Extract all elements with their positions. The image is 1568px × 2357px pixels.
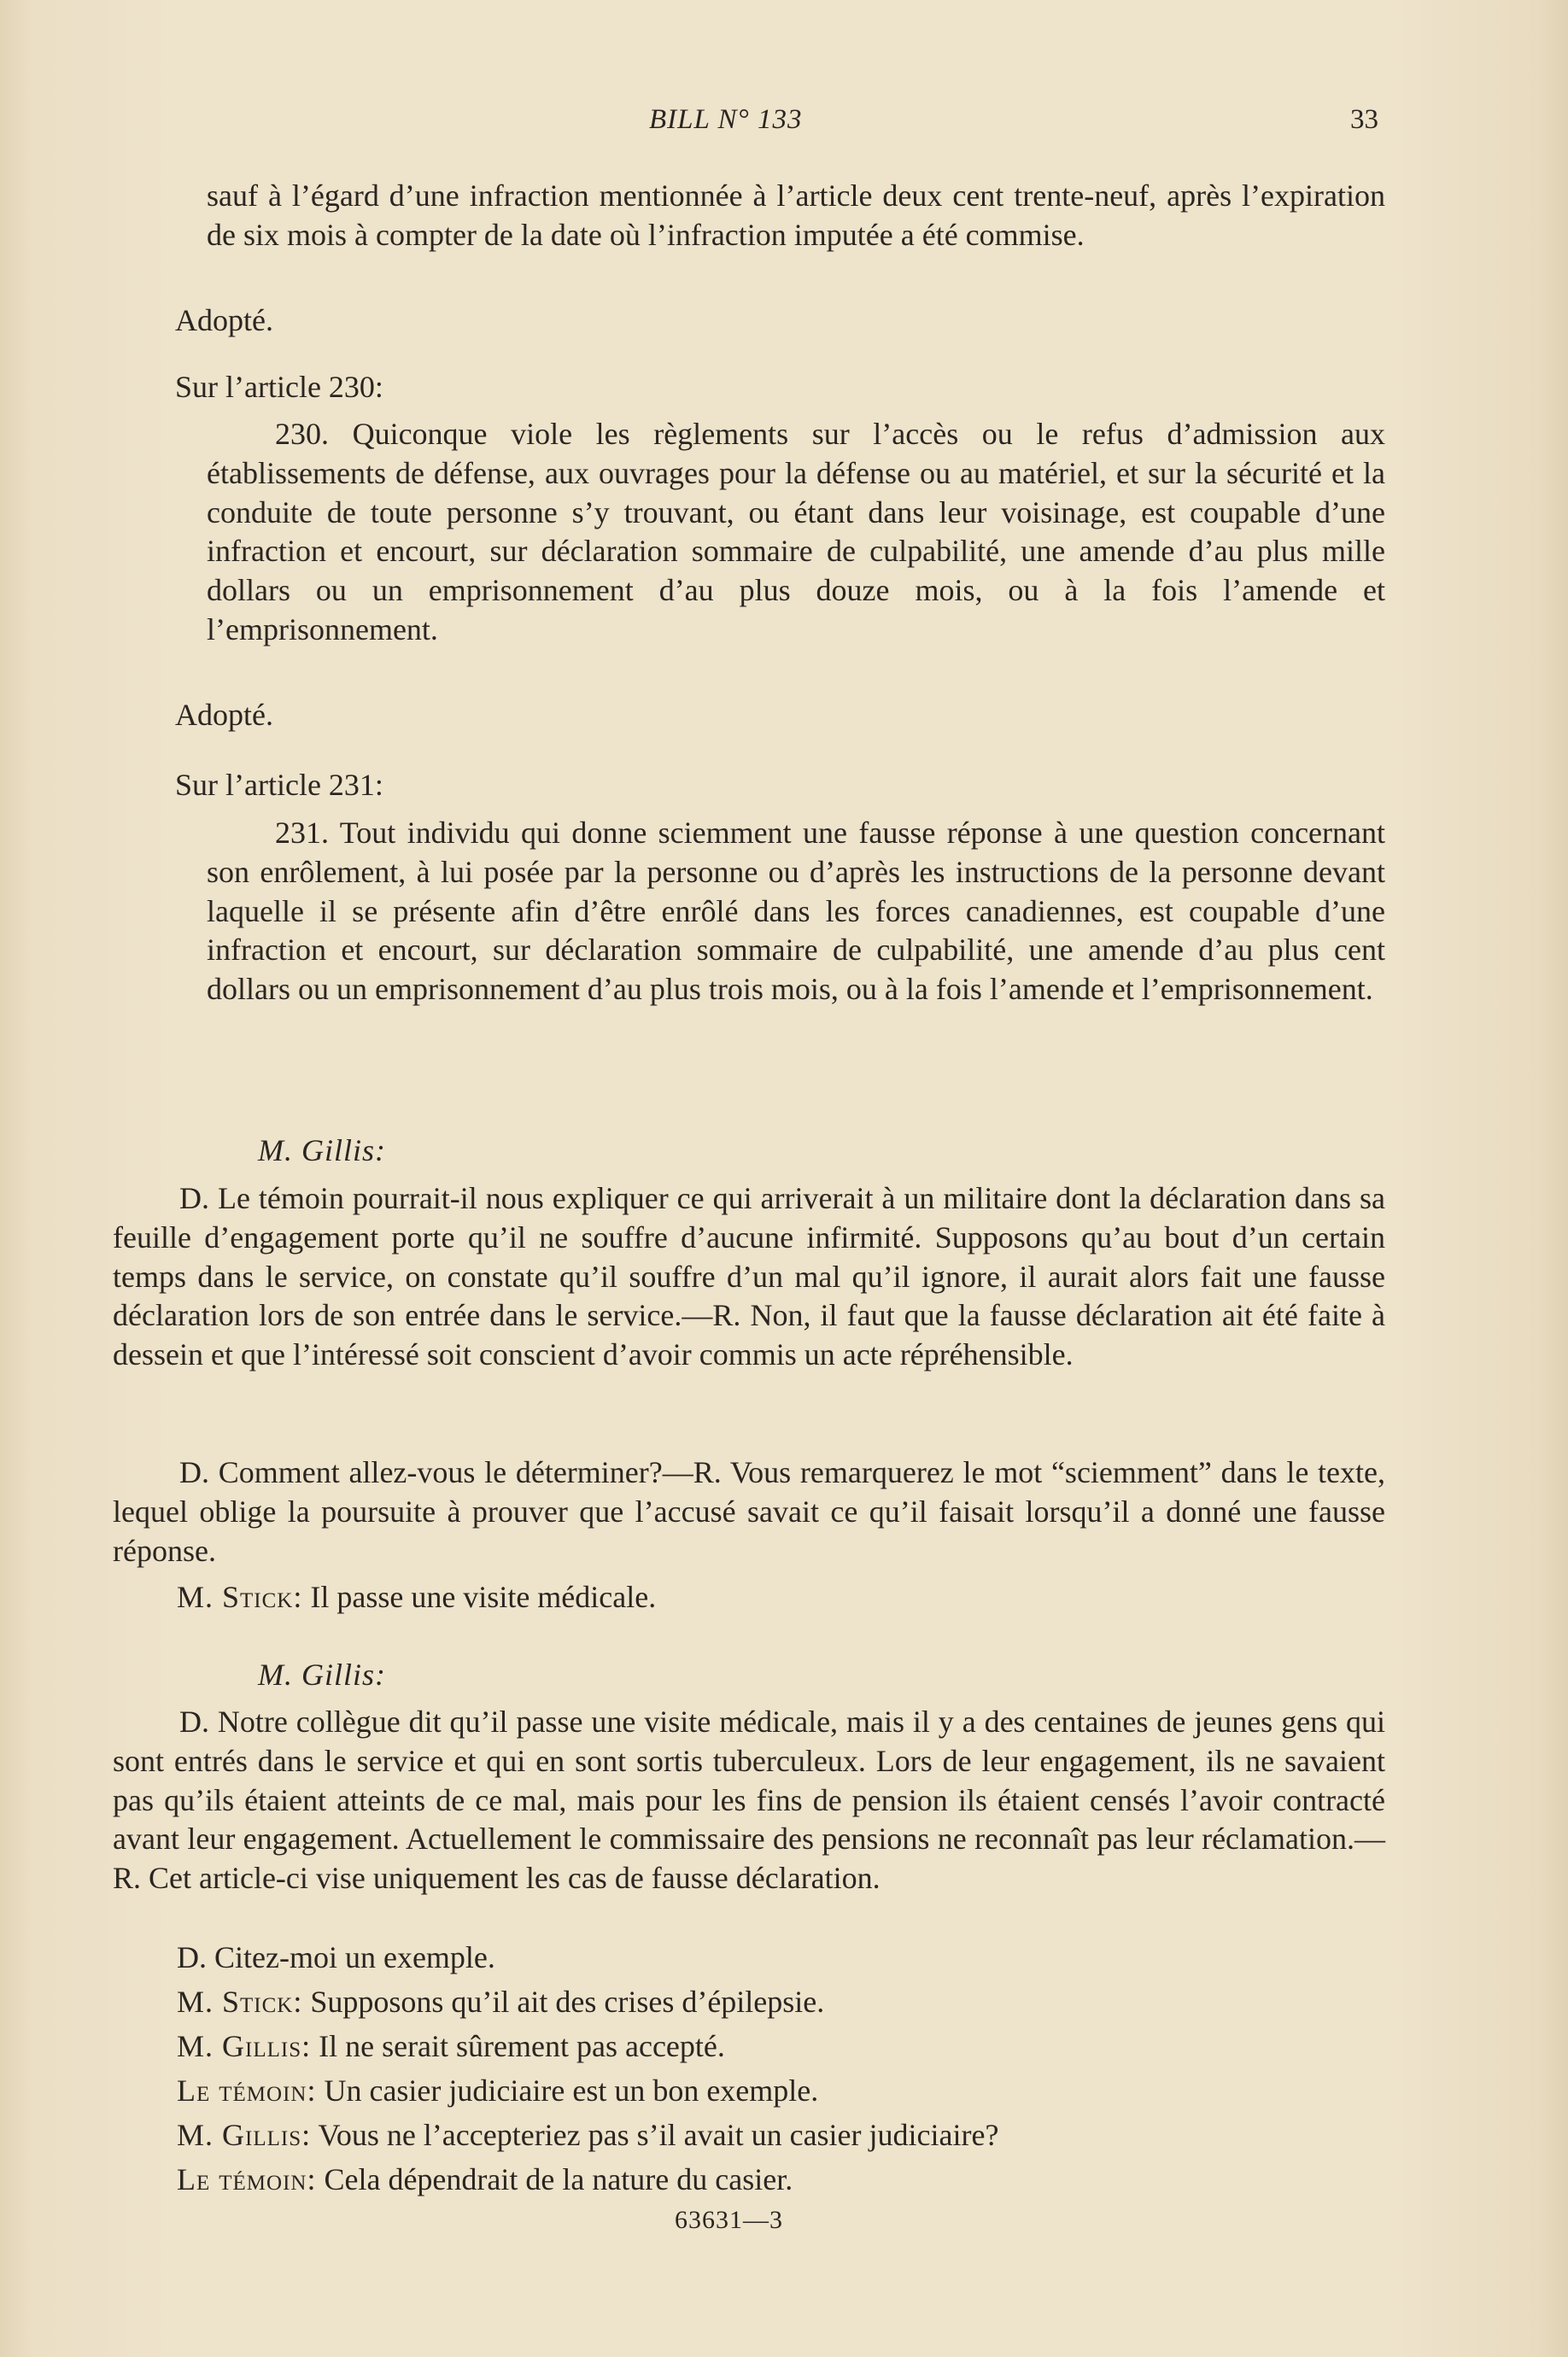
question-answer-3: D. Notre collègue dit qu’il passe une visite médicale, mais il y a des centaines de jeunes gens qui sont entrés dans le service et qui en sont sortis tuberculeux. Lors de leur engagement, ils ne savaient pas qu’ils étaient atteints de ce mal, mais pour les fins de pension ils étaient censés l’avoir contracté avant leur engagement. Actuellement le commissaire des pensions ne reconnaît pas leur réclamation.—R. Cet article-ci vise uniquement les cas de fausse déclaration. (113, 1705, 1385, 1896)
remark-temoin-2: Le témoin: Cela dépendrait de la nature du casier. (177, 2162, 793, 2196)
speaker-name: M. Stick: (177, 1580, 303, 1614)
running-title: BILL N° 133 (649, 104, 803, 135)
page-header (0, 104, 1568, 147)
speaker-name: M. Stick: (177, 1985, 303, 2019)
continuation-paragraph: sauf à l’égard d’une infraction mentionnée à l’article deux cent trente-neuf, après l’expiration de six mois à compter de la date où l’infraction imputée a été commise. (207, 178, 1385, 252)
article-230-text: 230. Quiconque viole les règlements sur l’accès ou le refus d’admission aux établissements de défense, aux ouvrages pour la défense ou au matériel, et sur la sécurité et la conduite de toute personne s’y trouvant, ou étant dans leur voisinage, est coupable d’une infraction et encourt, sur déclaration sommaire de culpabilité, une amende d’au plus mille dollars ou un emprisonnement d’au plus douze mois, ou à la fois l’amende et l’emprisonnement. (207, 417, 1385, 646)
article-231-text: 231. Tout individu qui donne sciemment une fausse réponse à une question concernant son enrôlement, à lui posée par la personne ou d’après les instructions de la personne devant laquelle il se présente afin d’être enrôlé dans les forces canadiennes, est coupable d’une infraction et encourt, sur déclaration sommaire de culpabilité, une amende d’au plus cent dollars ou un emprisonnement d’au plus trois mois, ou à la fois l’amende et l’emprisonnement. (207, 816, 1385, 1007)
speaker-heading-gillis-2: M. Gillis: (258, 1658, 386, 1692)
remark-stick-2: M. Stick: Supposons qu’il ait des crises d’épilepsie. (177, 1985, 825, 2019)
heading-article-231: Sur l’article 231: (175, 768, 383, 802)
speaker-name: M. Gillis: (177, 2118, 312, 2152)
page-number: 33 (1350, 104, 1378, 135)
remark-stick-1: M. Stick: Il passe une visite médicale. (177, 1580, 657, 1614)
adoption-note-1: Adopté. (175, 303, 273, 337)
heading-article-230: Sur l’article 230: (175, 370, 383, 404)
speaker-name: M. Gillis: (177, 2029, 312, 2063)
continuation-text (113, 177, 1385, 255)
speaker-name: Le témoin: (177, 2073, 317, 2108)
speaker-name: Le témoin: (177, 2162, 317, 2196)
question-4: D. Citez-moi un exemple. (177, 1940, 495, 1974)
print-code: 63631—3 (675, 2206, 783, 2234)
question-answer-2: D. Comment allez-vous le déterminer?—R. Vous remarquerez le mot “sciemment” dans le texte, lequel oblige la poursuite à prouver que l’accusé savait ce qu’il faisait lorsqu’il a donné une fausse réponse. (113, 1455, 1385, 1568)
remark-gillis-4: M. Gillis: Vous ne l’accepteriez pas s’il avait un casier judiciaire? (177, 2118, 999, 2152)
question-answer-1: D. Le témoin pourrait-il nous expliquer ce qui arriverait à un militaire dont la déclaration dans sa feuille d’engagement porte qu’il ne souffre d’aucune infirmité. Supposons qu’au bout d’un certain temps dans le service, on constate qu’il souffre d’un mal qu’il ignore, il aurait alors fait une fausse déclaration lors de son entrée dans le service.—R. Non, il faut que la fausse déclaration ait été faite à dessein et que l’intéressé soit conscient d’avoir commis un acte répréhensible. (113, 1181, 1385, 1372)
speaker-heading-gillis-1: M. Gillis: (258, 1133, 386, 1167)
remark-temoin-1: Le témoin: Un casier judiciaire est un bon exemple. (177, 2073, 819, 2108)
remark-gillis-3: M. Gillis: Il ne serait sûrement pas accepté. (177, 2029, 725, 2063)
adoption-note-2: Adopté. (175, 698, 273, 732)
